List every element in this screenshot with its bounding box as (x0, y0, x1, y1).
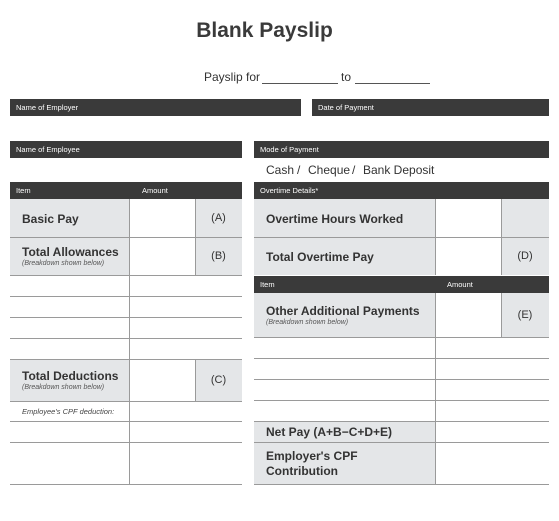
payslip-for-label: Payslip for (204, 70, 261, 84)
payment-date-bar (312, 99, 549, 116)
left-row-line (10, 296, 242, 297)
overtime-row-line (254, 237, 549, 238)
overtime-header (254, 182, 549, 199)
deductions-sublabel: (Breakdown shown below) (22, 384, 105, 391)
left-row-line (10, 401, 242, 402)
deductions-amount-field[interactable] (130, 360, 194, 400)
employer-cpf-label-line2: Contribution (266, 464, 338, 478)
right-row-line (254, 337, 549, 338)
payslip-title: Blank Payslip (196, 19, 333, 42)
left-row-line (10, 484, 242, 485)
employer-name-bar (10, 99, 301, 116)
deductions-code: (C) (210, 374, 227, 386)
left-row-line (10, 317, 242, 318)
employer-name-label: Name of Employer (16, 103, 79, 112)
net-pay-field[interactable] (436, 422, 549, 441)
left-row-line (10, 421, 242, 422)
left-row-line (10, 275, 242, 276)
deductions-label: Total Deductions (22, 369, 119, 383)
overtime-hours-label: Overtime Hours Worked (266, 212, 404, 226)
employee-name-label: Name of Employee (16, 145, 80, 154)
right-col-item: Item (260, 280, 275, 289)
mode-bank-deposit[interactable]: Bank Deposit (363, 163, 435, 177)
other-payments-sublabel: (Breakdown shown below) (266, 319, 349, 326)
overtime-total-code: (D) (517, 250, 533, 262)
employee-name-bar (10, 141, 242, 158)
allowances-code: (B) (211, 250, 226, 262)
overtime-total-field[interactable] (436, 238, 500, 274)
other-payments-field[interactable] (436, 294, 500, 336)
allowances-amount-field[interactable] (130, 238, 194, 274)
cpf-deduction-note: Employee's CPF deduction: (22, 407, 115, 416)
overtime-hours-field[interactable] (436, 200, 500, 236)
allowances-label: Total Allowances (22, 245, 119, 259)
left-row-line (10, 338, 242, 339)
allowances-sublabel: (Breakdown shown below) (22, 260, 105, 267)
basic-pay-code: (A) (211, 212, 226, 224)
right-table-header (254, 276, 549, 293)
mode-cash[interactable]: Cash (266, 163, 295, 177)
overtime-total-label: Total Overtime Pay (266, 250, 374, 264)
left-row-line (10, 442, 242, 443)
left-col-item: Item (16, 186, 31, 195)
payment-mode-bar (254, 141, 549, 158)
right-row-line (254, 379, 549, 380)
right-row-line (254, 358, 549, 359)
left-row-line (10, 237, 242, 238)
payslip-to-label: to (341, 70, 352, 84)
mode-separator: / (297, 163, 301, 177)
basic-pay-amount-field[interactable] (130, 200, 194, 236)
right-col-amount: Amount (447, 280, 473, 289)
left-table-header (10, 182, 242, 199)
left-col-amount: Amount (142, 186, 168, 195)
other-payments-code: (E) (517, 309, 533, 321)
mode-cheque[interactable]: Cheque (308, 163, 351, 177)
right-row-line (254, 484, 549, 485)
payslip-from-field[interactable] (262, 83, 338, 84)
basic-pay-label: Basic Pay (22, 212, 79, 226)
employer-cpf-field[interactable] (436, 443, 549, 483)
left-row-line (10, 359, 242, 360)
other-payments-label: Other Additional Payments (266, 304, 420, 318)
right-row-line (254, 400, 549, 401)
employer-cpf-label-line1: Employer's CPF (266, 449, 358, 463)
mode-separator: / (352, 163, 356, 177)
payslip-to-field[interactable] (355, 83, 430, 84)
net-pay-label: Net Pay (A+B−C+D+E) (266, 425, 393, 439)
payment-date-label: Date of Payment (318, 103, 374, 112)
overtime-header-label: Overtime Details* (260, 186, 319, 195)
payment-mode-label: Mode of Payment (260, 145, 319, 154)
